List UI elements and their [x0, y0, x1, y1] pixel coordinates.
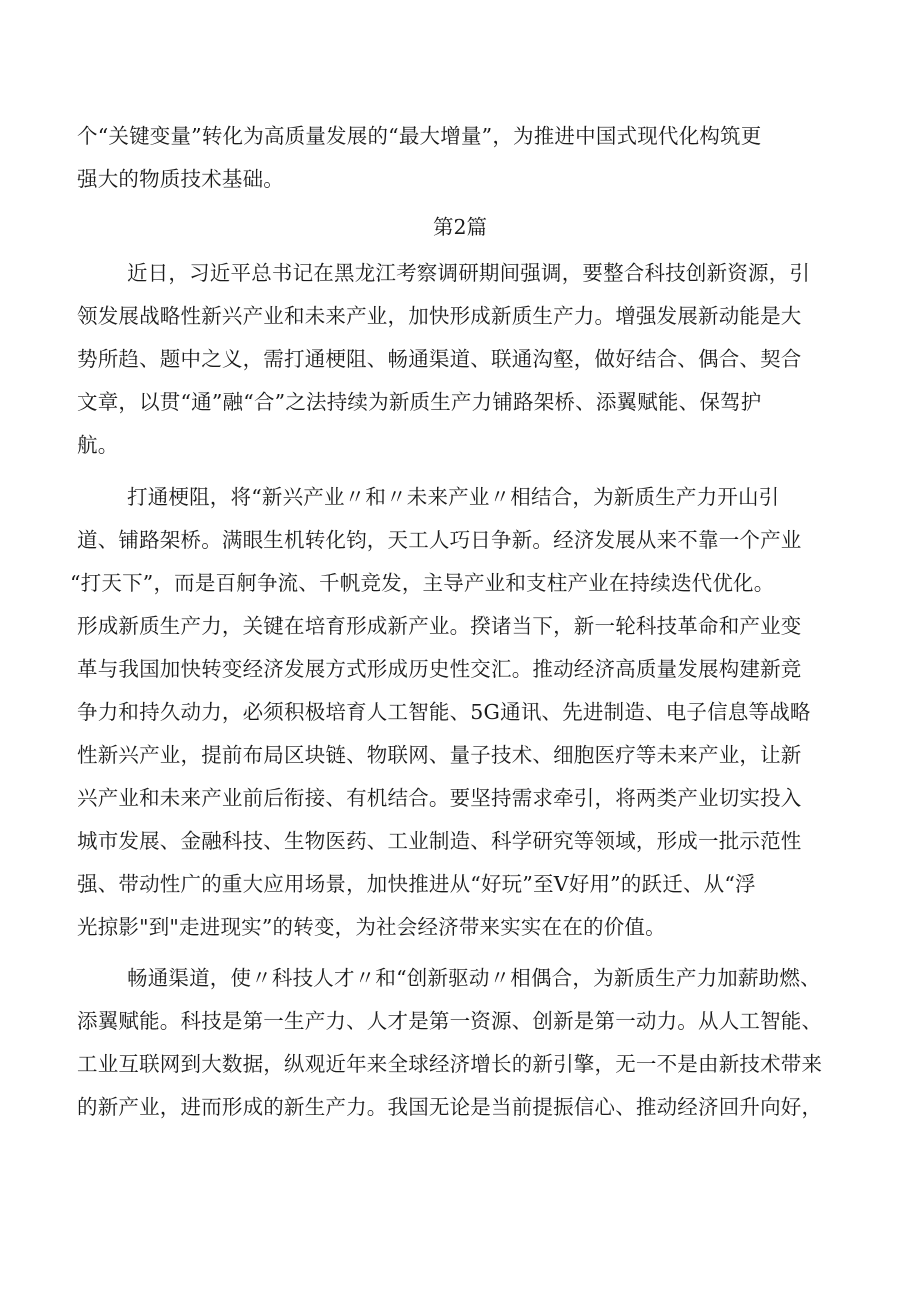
- paragraph-2-line: 道、铺路架桥。满眼生机转化钧，天工人巧日争新。经济发展从来不靠一个产业: [77, 528, 802, 552]
- paragraph-3-line: 添翼赋能。科技是第一生产力、人才是第一资源、创新是第一动力。从人工智能、: [77, 1009, 823, 1033]
- paragraph-1-line: 文章，以贯“通”融“合”之法持续为新质生产力铺路架桥、添翼赋能、保驾护: [77, 390, 762, 414]
- paragraph-2-line: 兴产业和未来产业前后衔接、有机结合。要坚持需求牵引，将两类产业切实投入: [77, 786, 802, 810]
- paragraph-1-line: 航。: [77, 433, 119, 457]
- section-heading: 第2篇: [432, 215, 488, 239]
- paragraph-1-line: 领发展战略性新兴产业和未来产业，加快形成新质生产力。增强发展新动能是大: [77, 304, 802, 328]
- paragraph-2-line: 光掠影"到"走进现实”的转变，为社会经济带来实实在在的价值。: [77, 915, 666, 939]
- intro-line: 强大的物质技术基础。: [77, 167, 284, 191]
- intro-line: 个“关键变量”转化为高质量发展的“最大增量”，为推进中国式现代化构筑更: [77, 124, 762, 148]
- paragraph-3-line: 工业互联网到大数据，纵观近年来全球经济增长的新引擎，无一不是由新技术带来: [77, 1052, 823, 1076]
- paragraph-2-line: 革与我国加快转变经济发展方式形成历史性交汇。推动经济高质量发展构建新竞: [77, 657, 802, 681]
- paragraph-2-line: 强、带动性广的重大应用场景，加快推进从“好玩”至V好用”的跃迁、从“浮: [77, 872, 756, 896]
- paragraph-2-line: 形成新质生产力，关键在培育形成新产业。揆诸当下，新一轮科技革命和产业变: [77, 614, 802, 638]
- paragraph-1-line: 势所趋、题中之义，需打通梗阻、畅通渠道、联通沟壑，做好结合、偶合、契合: [77, 347, 802, 371]
- paragraph-3-line: 畅通渠道，使〃科技人才〃和“创新驱动〃相偶合，为新质生产力加薪助燃、: [127, 966, 821, 990]
- paragraph-2-line: 打通梗阻，将“新兴产业〃和〃未来产业〃相结合，为新质生产力开山引: [127, 485, 780, 509]
- paragraph-2-line: 性新兴产业，提前布局区块链、物联网、量子技术、细胞医疗等未来产业，让新: [77, 743, 802, 767]
- paragraph-1-line: 近日，习近平总书记在黑龙江考察调研期间强调，要整合科技创新资源，引: [127, 261, 811, 285]
- paragraph-2-line: 城市发展、金融科技、生物医药、工业制造、科学研究等领域，形成一批示范性: [77, 829, 802, 853]
- paragraph-2-line: “打天下”，而是百舸争流、千帆竞发，主导产业和支柱产业在持续迭代优化。: [70, 571, 775, 595]
- paragraph-3-line: 的新产业，进而形成的新生产力。我国无论是当前提振信心、推动经济回升向好，: [77, 1095, 823, 1119]
- paragraph-2-line: 争力和持久动力，必须积极培育人工智能、5G通讯、先进制造、电子信息等战略: [77, 700, 811, 724]
